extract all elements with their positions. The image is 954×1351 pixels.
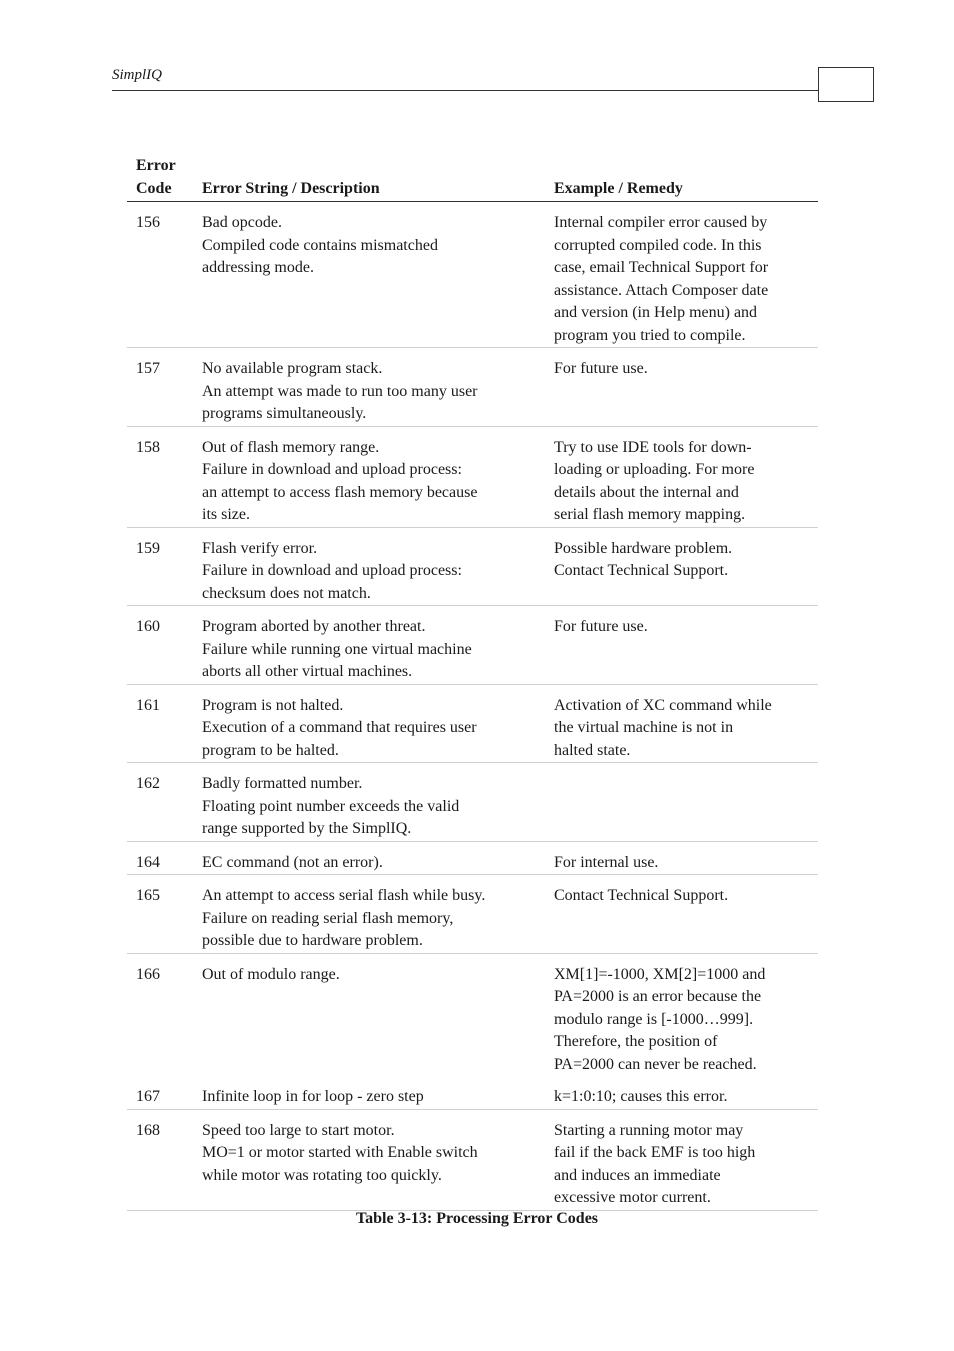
description-cell (202, 1086, 554, 1109)
description-cell (202, 1120, 554, 1210)
description-cell (202, 616, 554, 684)
remedy-cell (554, 437, 818, 527)
remedy-line: program you tried to compile. (554, 326, 746, 344)
description-line: its size. (202, 506, 250, 523)
description-line: Failure while running one virtual machine (202, 640, 472, 658)
description-line: Floating point number exceeds the valid (202, 797, 460, 815)
remedy-line: Possible hardware problem. (554, 539, 733, 557)
description-line: possible due to hardware problem. (202, 932, 423, 949)
description-line: while motor was rotating too quickly. (202, 1166, 442, 1184)
remedy-cell (554, 616, 818, 684)
remedy-line: serial flash memory mapping. (554, 506, 746, 523)
remedy-line: XM[1]=-1000, XM[2]=1000 and (554, 965, 766, 983)
table-row (127, 427, 818, 528)
table-row (127, 202, 818, 348)
remedy-line: For future use. (554, 618, 648, 635)
description-cell (202, 437, 554, 527)
remedy-line: Try to use IDE tools for down- (554, 438, 752, 456)
remedy-line: excessive motor current. (554, 1189, 711, 1206)
error-code-cell: 160 (136, 618, 160, 635)
description-cell (202, 852, 554, 875)
error-code-cell: 166 (136, 965, 160, 983)
page-number-box (818, 67, 874, 102)
description-line: Execution of a command that requires user (202, 719, 477, 736)
remedy-line: Contact Technical Support. (554, 562, 729, 579)
table-row (127, 954, 818, 1077)
table-body (127, 202, 818, 1211)
description-line: An attempt to access serial flash while busy. (202, 887, 486, 904)
description-line: addressing mode. (202, 259, 314, 276)
table-row (127, 875, 818, 954)
description-line: Infinite loop in for loop - zero step (202, 1088, 424, 1105)
description-line: Failure in download and upload process: (202, 461, 462, 478)
remedy-line: fail if the back EMF is too high (554, 1144, 756, 1161)
remedy-line: corrupted compiled code. In this (554, 236, 762, 254)
remedy-line: PA=2000 can never be reached. (554, 1055, 757, 1073)
remedy-line: Internal compiler error caused by (554, 214, 768, 231)
error-code-cell: 162 (136, 775, 160, 792)
description-line: program to be halted. (202, 741, 339, 759)
remedy-line: Therefore, the position of (554, 1033, 718, 1050)
remedy-cell (554, 538, 818, 606)
error-code-cell: 159 (136, 539, 160, 557)
remedy-cell (554, 358, 818, 426)
table-row (127, 528, 818, 607)
table-row (127, 348, 818, 427)
remedy-line: and induces an immediate (554, 1166, 721, 1184)
table-caption: Table 3-13: Processing Error Codes (355, 1210, 599, 1227)
remedy-line: halted state. (554, 741, 631, 759)
remedy-line: the virtual machine is not in (554, 719, 734, 736)
remedy-column-header: Example / Remedy (554, 179, 683, 197)
table-row (127, 606, 818, 685)
table-row (127, 1076, 818, 1110)
remedy-cell (554, 1086, 818, 1109)
remedy-cell (554, 1120, 818, 1210)
table-row (127, 1110, 818, 1211)
description-line: Flash verify error. (202, 539, 318, 557)
description-cell (202, 885, 554, 953)
remedy-cell (554, 695, 818, 763)
remedy-line: loading or uploading. For more (554, 461, 755, 478)
remedy-line: assistance. Attach Composer date (554, 281, 769, 299)
remedy-line: k=1:0:10; causes this error. (554, 1088, 728, 1105)
error-code-cell: 158 (136, 438, 160, 456)
remedy-cell (554, 212, 818, 347)
description-line: MO=1 or motor started with Enable switch (202, 1144, 478, 1161)
description-line: Failure in download and upload process: (202, 562, 462, 579)
running-header: SimplIQ (112, 67, 162, 83)
remedy-line: For future use. (554, 360, 648, 377)
error-code-cell: 157 (136, 360, 160, 377)
description-line: Failure on reading serial flash memory, (202, 909, 454, 927)
remedy-cell (554, 885, 818, 953)
remedy-cell (554, 964, 818, 1077)
description-cell (202, 695, 554, 763)
error-code-cell: 165 (136, 887, 160, 904)
description-line: Compiled code contains mismatched (202, 236, 438, 254)
error-code-table (127, 155, 818, 1211)
description-line: Bad opcode. (202, 214, 282, 231)
remedy-line: For internal use. (554, 853, 659, 871)
header-rule (112, 90, 818, 91)
remedy-cell (554, 773, 818, 841)
error-code-cell: 164 (136, 853, 160, 871)
description-line: EC command (not an error). (202, 853, 383, 871)
remedy-line: Contact Technical Support. (554, 887, 729, 904)
description-line: checksum does not match. (202, 584, 371, 602)
description-line: Out of flash memory range. (202, 438, 380, 456)
description-line: Program is not halted. (202, 696, 344, 714)
error-code-cell: 156 (136, 214, 160, 231)
error-code-cell: 168 (136, 1121, 160, 1139)
description-line: range supported by the SimplIQ. (202, 820, 412, 837)
description-cell (202, 212, 554, 347)
code-column-header: Error Code (136, 157, 176, 197)
description-line: Speed too large to start motor. (202, 1121, 395, 1139)
description-line: an attempt to access flash memory because (202, 483, 478, 501)
description-cell (202, 964, 554, 1077)
error-code-cell: 161 (136, 696, 160, 714)
table-header (127, 155, 818, 202)
description-line: Out of modulo range. (202, 965, 340, 983)
description-line: An attempt was made to run too many user (202, 382, 478, 400)
remedy-cell (554, 852, 818, 875)
remedy-line: Starting a running motor may (554, 1121, 744, 1139)
remedy-line: details about the internal and (554, 483, 739, 501)
table-row (127, 685, 818, 764)
remedy-line: and version (in Help menu) and (554, 304, 758, 321)
remedy-line: case, email Technical Support for (554, 259, 769, 276)
description-line: No available program stack. (202, 360, 383, 377)
description-column-header: Error String / Description (202, 179, 380, 197)
error-code-cell: 167 (136, 1088, 160, 1105)
description-cell (202, 773, 554, 841)
description-line: aborts all other virtual machines. (202, 663, 413, 680)
description-line: Badly formatted number. (202, 775, 363, 792)
remedy-line: Activation of XC command while (554, 696, 772, 714)
table-row (127, 763, 818, 842)
remedy-line: PA=2000 is an error because the (554, 988, 762, 1005)
remedy-line: modulo range is [-1000…999]. (554, 1010, 754, 1028)
description-cell (202, 538, 554, 606)
table-row (127, 842, 818, 876)
description-line: programs simultaneously. (202, 405, 367, 422)
description-line: Program aborted by another threat. (202, 618, 426, 635)
description-cell (202, 358, 554, 426)
